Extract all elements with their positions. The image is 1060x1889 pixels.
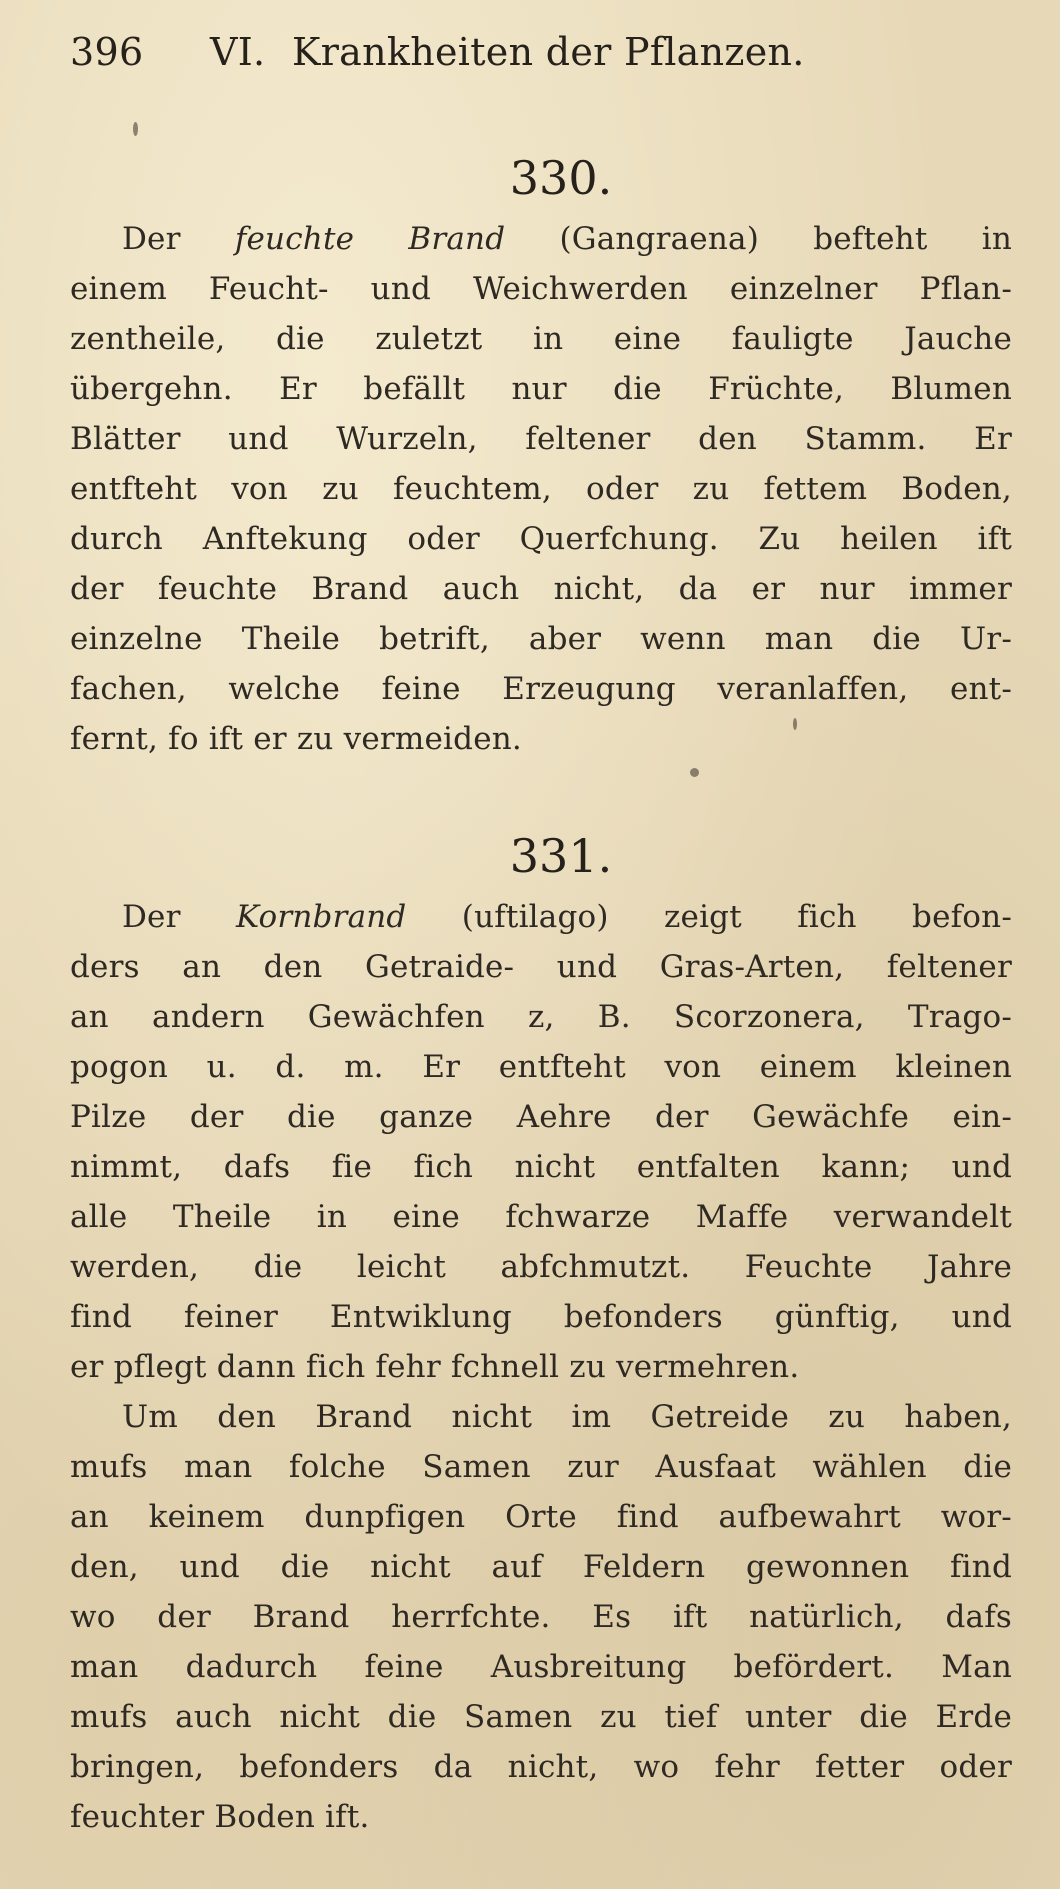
text-line: fernt, fo ift er zu vermeiden.	[70, 721, 522, 757]
text-line: zentheile, die zuletzt in eine fauligte Jauche	[70, 321, 1012, 357]
section-number: 331.	[509, 829, 613, 883]
text-line: ders an den Getraide- und Gras-Arten, feltener	[70, 949, 1012, 985]
text-line: mufs auch nicht die Samen zu tief unter die Erde	[70, 1699, 1012, 1735]
text-line: an keinem dunpfigen Orte find aufbewahrt wor-	[70, 1499, 1012, 1535]
section-number: 330.	[509, 151, 613, 205]
text-line: find feiner Entwiklung befonders günftig, und	[70, 1299, 1012, 1335]
italic-term: Kornbrand	[235, 899, 407, 935]
text-line: den, und die nicht auf Feldern gewonnen find	[70, 1549, 1012, 1585]
text-line: Blätter und Wurzeln, feltener den Stamm. Er	[70, 421, 1012, 457]
ink-speck	[690, 768, 699, 777]
text-line: er pflegt dann fich fehr fchnell zu vermehren.	[70, 1349, 800, 1385]
ink-speck	[793, 718, 797, 730]
text-line: einzelne Theile betrift, aber wenn man die Ur-	[70, 621, 1012, 657]
page-number: 396	[70, 30, 144, 74]
ink-speck	[133, 122, 138, 136]
text-line: nimmt, dafs fie fich nicht entfalten kann; und	[70, 1149, 1012, 1185]
paragraph	[70, 892, 1012, 1392]
paragraph	[70, 1392, 1012, 1842]
text-line: feuchter Boden ift.	[70, 1799, 370, 1835]
text-line: man dadurch feine Ausbreitung befördert. Man	[70, 1649, 1012, 1685]
text-line: übergehn. Er befällt nur die Früchte, Blumen	[70, 371, 1012, 407]
text-line: mufs man folche Samen zur Ausfaat wählen die	[70, 1449, 1012, 1485]
text-line: an andern Gewächfen z, B. Scorzonera, Trago-	[70, 999, 1012, 1035]
text-line: entfteht von zu feuchtem, oder zu fettem Boden,	[70, 471, 1012, 507]
italic-term: feuchte Brand	[234, 221, 506, 257]
chapter-number: VI.	[210, 30, 266, 74]
text-line: durch Anftekung oder Querfchung. Zu heilen ift	[70, 521, 1012, 557]
paragraph	[70, 214, 1012, 764]
text-line: Der feuchte Brand (Gangraena) befteht in	[122, 221, 1012, 257]
running-head	[70, 30, 1012, 96]
body-text	[70, 148, 1012, 1842]
text-line: bringen, befonders da nicht, wo fehr fetter oder	[70, 1749, 1012, 1785]
text-line: Pilze der die ganze Aehre der Gewächfe ein-	[70, 1099, 1012, 1135]
text-line: Der Kornbrand (uftilago) zeigt fich befon-	[122, 899, 1012, 935]
text-line: alle Theile in eine fchwarze Maffe verwandelt	[70, 1199, 1012, 1235]
text-line: wo der Brand herrfchte. Es ift natürlich, dafs	[70, 1599, 1012, 1635]
text-line: werden, die leicht abfchmutzt. Feuchte Jahre	[70, 1249, 1012, 1285]
text-line: Um den Brand nicht im Getreide zu haben,	[122, 1399, 1012, 1435]
chapter-title: Krankheiten der Pflanzen.	[292, 30, 805, 74]
text-line: fachen, welche feine Erzeugung veranlaffen, ent-	[70, 671, 1012, 707]
text-line: pogon u. d. m. Er entfteht von einem kleinen	[70, 1049, 1012, 1085]
text-line: einem Feucht- und Weichwerden einzelner Pflan-	[70, 271, 1012, 307]
text-line: der feuchte Brand auch nicht, da er nur immer	[70, 571, 1012, 607]
